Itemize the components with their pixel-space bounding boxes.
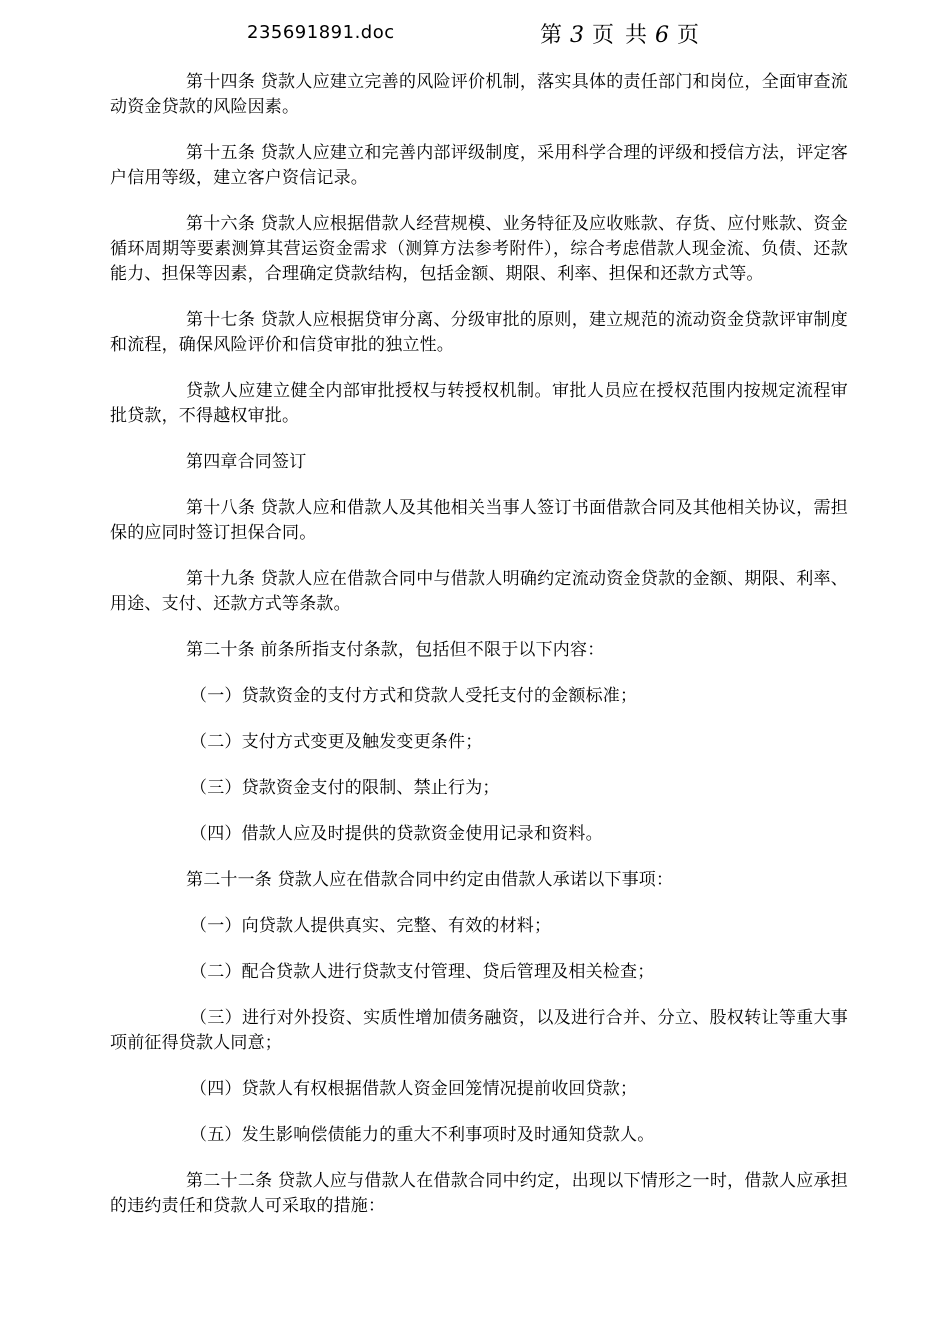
article-14: 第十四条 贷款人应建立完善的风险评价机制，落实具体的责任部门和岗位，全面审查流动资金贷款的风险因素。 xyxy=(110,72,848,117)
total-pages-number: 6 xyxy=(655,23,672,48)
article-20-item-4: （四）借款人应及时提供的贷款资金使用记录和资料。 xyxy=(190,824,603,844)
article-21-item-2: （二）配合贷款人进行贷款支付管理、贷后管理及相关检查； xyxy=(190,962,655,982)
article-16: 第十六条 贷款人应根据借款人经营规模、业务特征及应收账款、存货、应付账款、资金循环周期等要素测算其营运资金需求（测算方法参考附件），综合考虑借款人现金流、负债、还款能力、担保等因素，合理确定贷款结构，包括金额、期限、利率、担保和还款方式等。 xyxy=(110,214,848,284)
page-header xyxy=(0,18,950,50)
article-18: 第十八条 贷款人应和借款人及其他相关当事人签订书面借款合同及其他相关协议，需担保的应同时签订担保合同。 xyxy=(110,498,848,543)
document-body xyxy=(110,70,848,1240)
article-15: 第十五条 贷款人应建立和完善内部评级制度，采用科学合理的评级和授信方法，评定客户信用等级，建立客户资信记录。 xyxy=(110,143,848,188)
page-suffix: 页 xyxy=(677,23,702,48)
document-filename: 235691891.doc xyxy=(247,22,395,43)
article-21-item-5: （五）发生影响偿债能力的重大不利事项时及时通知贷款人。 xyxy=(190,1125,655,1145)
article-22: 第二十二条 贷款人应与借款人在借款合同中约定，出现以下情形之一时，借款人应承担的违约责任和贷款人可采取的措施： xyxy=(110,1171,848,1216)
chapter-4-heading: 第四章合同签订 xyxy=(186,452,307,472)
article-21-item-3: （三）进行对外投资、实质性增加债务融资，以及进行合并、分立、股权转让等重大事项前征得贷款人同意； xyxy=(110,1008,848,1053)
article-20-item-1: （一）贷款资金的支付方式和贷款人受托支付的金额标准； xyxy=(190,686,638,706)
page-indicator xyxy=(540,18,701,49)
article-19: 第十九条 贷款人应在借款合同中与借款人明确约定流动资金贷款的金额、期限、利率、用途、支付、还款方式等条款。 xyxy=(110,569,848,614)
current-page-number: 3 xyxy=(570,23,587,48)
page-prefix: 第 xyxy=(540,23,565,48)
article-20: 第二十条 前条所指支付条款，包括但不限于以下内容： xyxy=(186,640,605,660)
article-21-item-4: （四）贷款人有权根据借款人资金回笼情况提前收回贷款； xyxy=(190,1079,638,1099)
page-mid: 页 共 xyxy=(592,23,650,48)
article-17-supplement: 贷款人应建立健全内部审批授权与转授权机制。审批人员应在授权范围内按规定流程审批贷款，不得越权审批。 xyxy=(110,381,848,426)
article-20-item-2: （二）支付方式变更及触发变更条件； xyxy=(190,732,483,752)
article-17: 第十七条 贷款人应根据贷审分离、分级审批的原则，建立规范的流动资金贷款评审制度和流程，确保风险评价和信贷审批的独立性。 xyxy=(110,310,848,355)
article-20-item-3: （三）贷款资金支付的限制、禁止行为； xyxy=(190,778,500,798)
article-21: 第二十一条 贷款人应在借款合同中约定由借款人承诺以下事项： xyxy=(186,870,674,890)
article-21-item-1: （一）向贷款人提供真实、完整、有效的材料； xyxy=(190,916,552,936)
